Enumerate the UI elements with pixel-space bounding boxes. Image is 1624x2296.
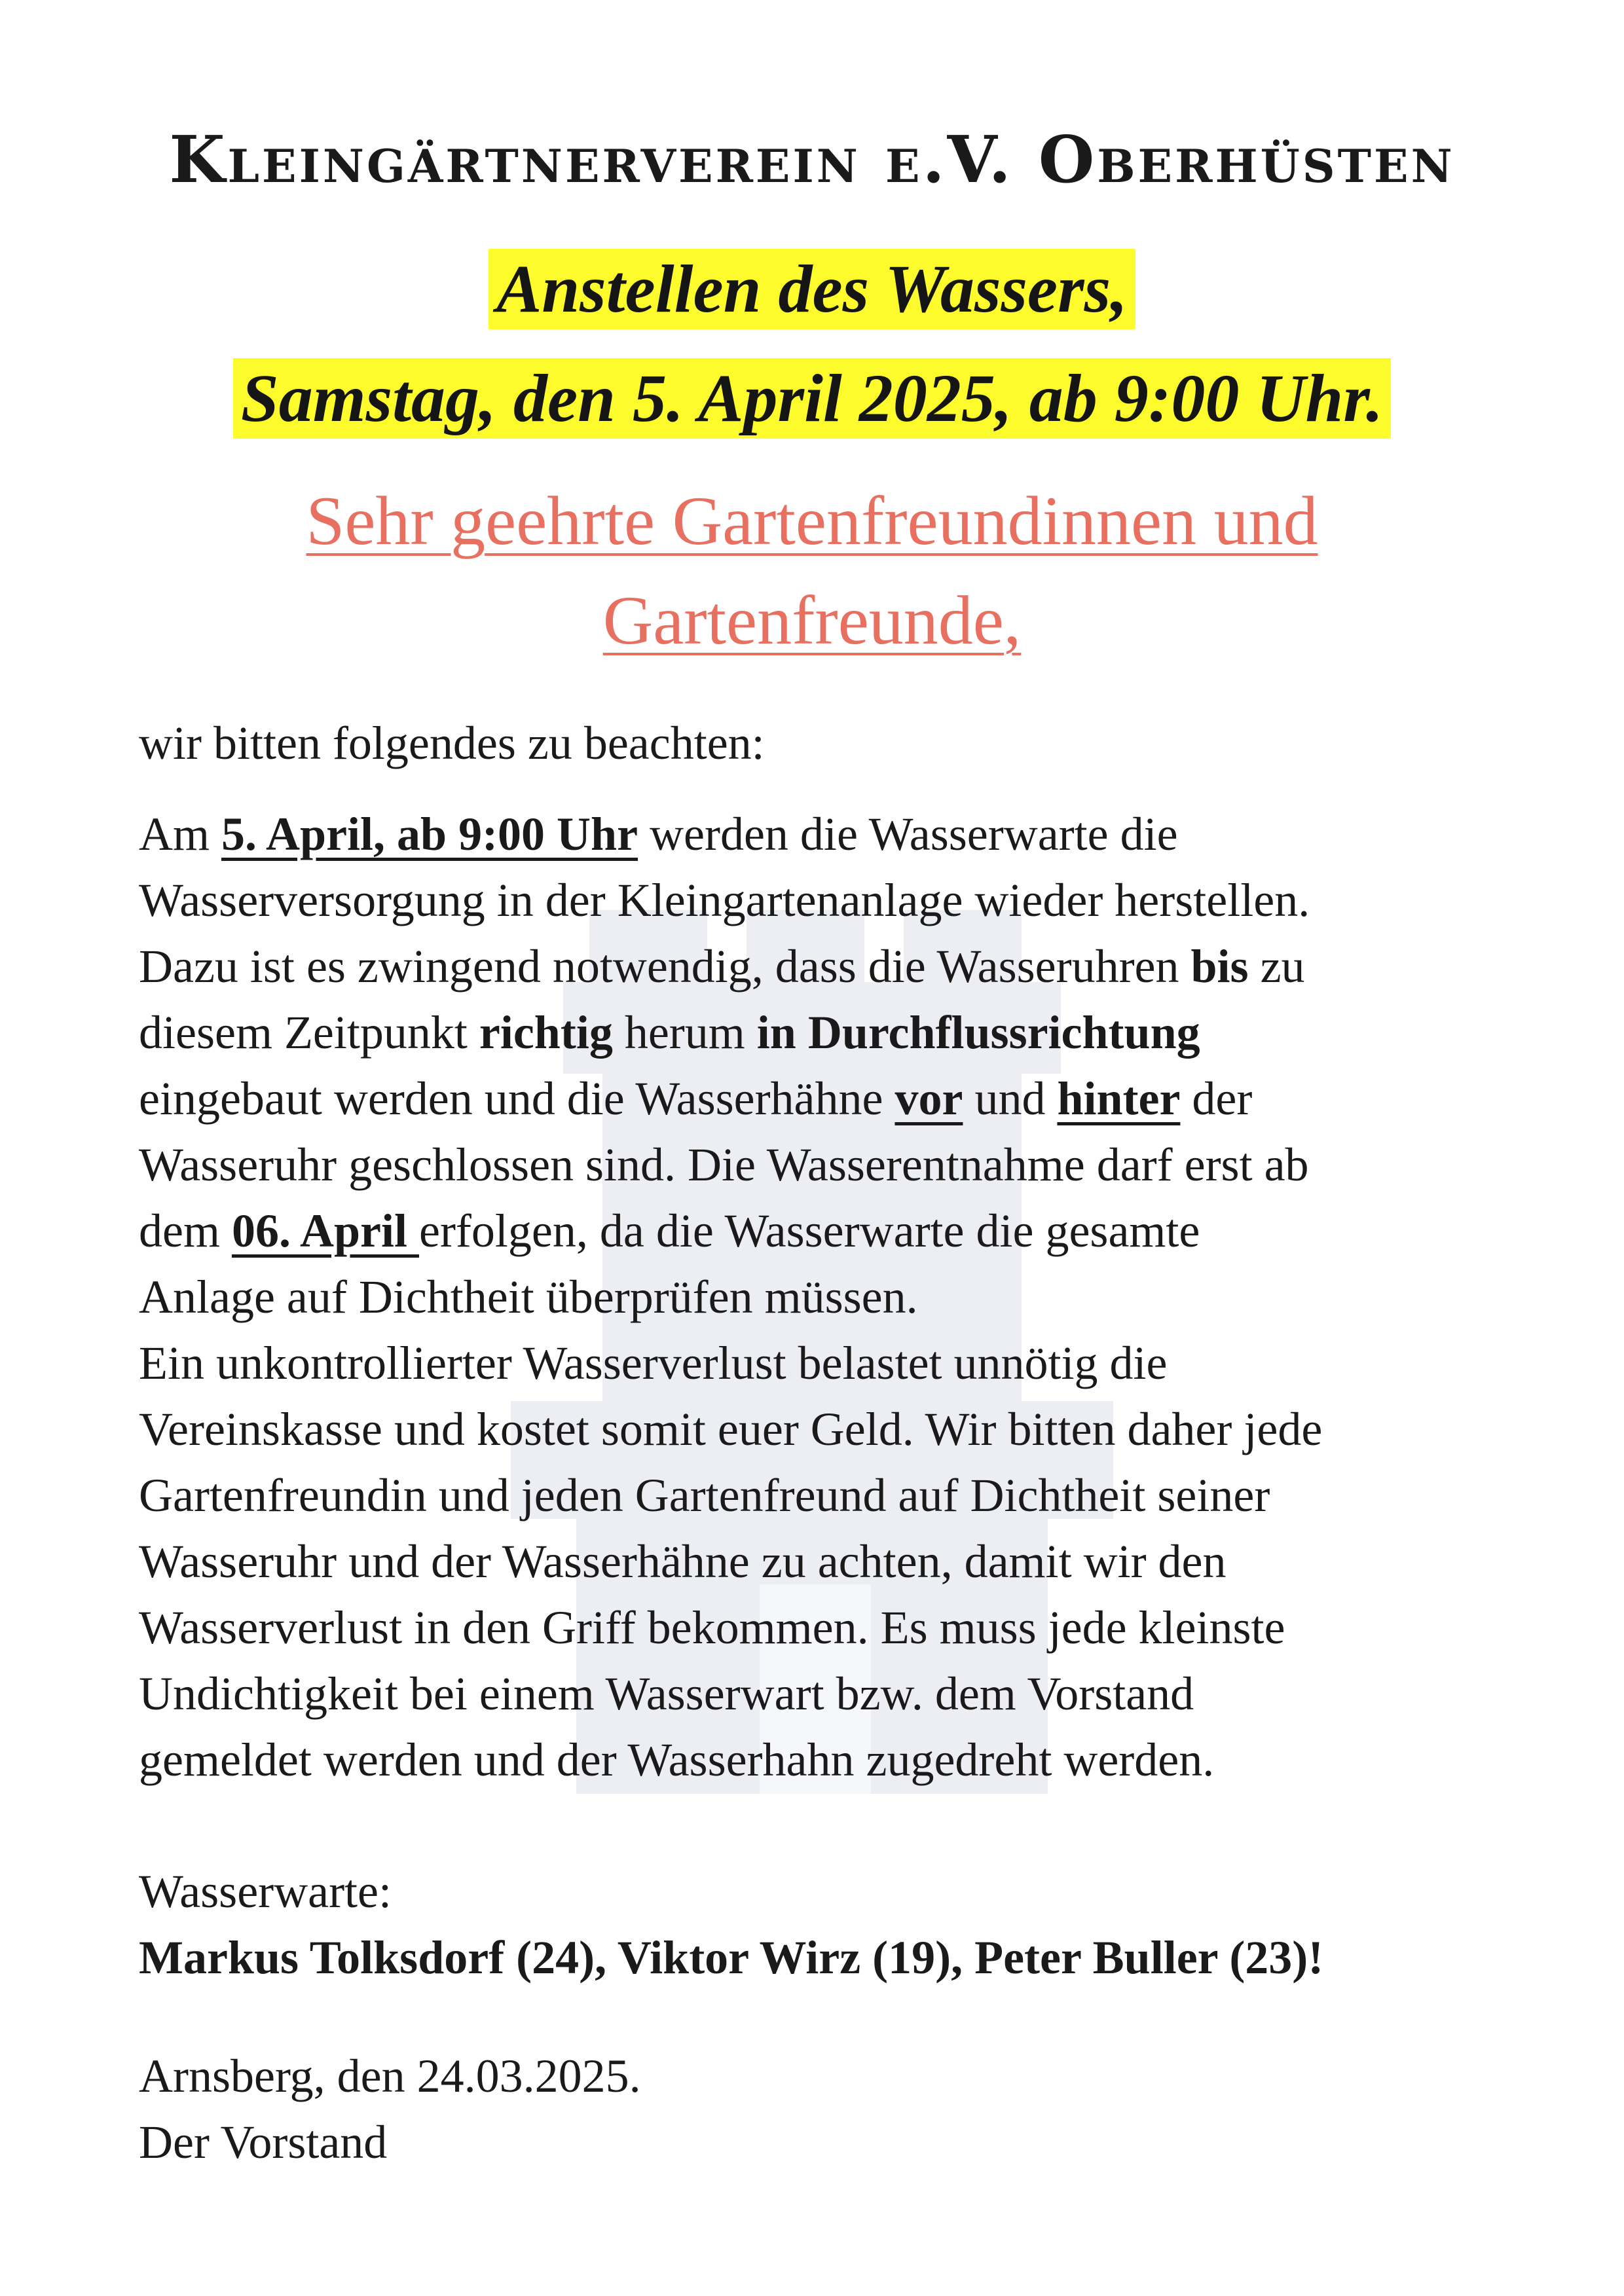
- header: [0, 124, 1624, 196]
- text-run: herum: [612, 1006, 757, 1059]
- text-run: und: [963, 1072, 1058, 1125]
- club-name: Kleingärtnerverein e.V. Oberhüsten: [169, 122, 1455, 198]
- text-run: Gartenfreundin und jeden Gartenfreund auf Dichtheit seiner: [139, 1469, 1270, 1522]
- text-run: zu: [1248, 940, 1305, 993]
- event-date: Samstag, den 5. April 2025, ab 9:00 Uhr.: [233, 358, 1391, 439]
- text-run: Anlage auf Dichtheit überprüfen müssen.: [139, 1271, 918, 1323]
- text-run: eingebaut werden und die Wasserhähne: [139, 1072, 895, 1125]
- emphasis-bis: bis: [1190, 940, 1249, 993]
- wardens-names: Markus Tolksdorf (24), Viktor Wirz (19), Peter Buller (23)!: [139, 1931, 1324, 1984]
- salutation-line-1: Sehr geehrte Gartenfreundinnen und: [306, 483, 1318, 559]
- signature: Der Vorstand: [139, 2116, 388, 2168]
- text-run: Vereinskasse und kostet somit euer Geld. Wir bitten daher jede: [139, 1403, 1323, 1455]
- text-run: Undichtigkeit bei einem Wasserwart bzw. dem Vorstand: [139, 1667, 1194, 1720]
- spacer: [139, 1991, 1566, 2043]
- salutation-line-2: Gartenfreunde,: [602, 582, 1022, 659]
- withdrawal-date-emphasis: 06. April: [231, 1205, 419, 1257]
- wardens-label: Wasserwarte:: [139, 1865, 392, 1918]
- text-run: diesem Zeitpunkt: [139, 1006, 479, 1059]
- start-date-emphasis: 5. April, ab 9:00 Uhr: [221, 808, 638, 860]
- text-run: Ein unkontrollierter Wasserverlust belastet unnötig die: [139, 1337, 1168, 1389]
- text-run: Wasseruhr und der Wasserhähne zu achten, damit wir den: [139, 1535, 1227, 1588]
- intro-text: wir bitten folgendes zu beachten:: [139, 717, 765, 769]
- emphasis-hinter: hinter: [1057, 1072, 1181, 1125]
- text-run: werden die Wasserwarte die: [638, 808, 1178, 860]
- text-run: Wasseruhr geschlossen sind. Die Wasserentnahme darf erst ab: [139, 1139, 1309, 1191]
- emphasis-vor: vor: [895, 1072, 963, 1125]
- event-date-line: [0, 357, 1624, 441]
- spacer: [139, 1793, 1566, 1859]
- text-run: Wasserversorgung in der Kleingartenanlage wieder herstellen.: [139, 874, 1310, 926]
- emphasis-direction: in Durchflussrichtung: [756, 1006, 1200, 1059]
- body-paragraph: [139, 801, 1566, 1793]
- text-run: Wasserverlust in den Griff bekommen. Es muss jede kleinste: [139, 1601, 1285, 1654]
- text-run: gemeldet werden und der Wasserhahn zugedreht werden.: [139, 1734, 1215, 1786]
- event-title: Anstellen des Wassers,: [489, 249, 1135, 329]
- text-run: dem: [139, 1205, 232, 1257]
- text-run: der: [1180, 1072, 1253, 1125]
- emphasis-richtig: richtig: [479, 1006, 613, 1059]
- text-run: Am: [139, 808, 221, 860]
- event-title-line: [0, 247, 1624, 331]
- text-run: erfolgen, da die Wasserwarte die gesamte: [419, 1205, 1200, 1257]
- letter-body: [139, 710, 1566, 2176]
- salutation: [0, 471, 1624, 670]
- text-run: Dazu ist es zwingend notwendig, dass die Wasseruhren: [139, 940, 1191, 993]
- place-date: Arnsberg, den 24.03.2025.: [139, 2050, 641, 2102]
